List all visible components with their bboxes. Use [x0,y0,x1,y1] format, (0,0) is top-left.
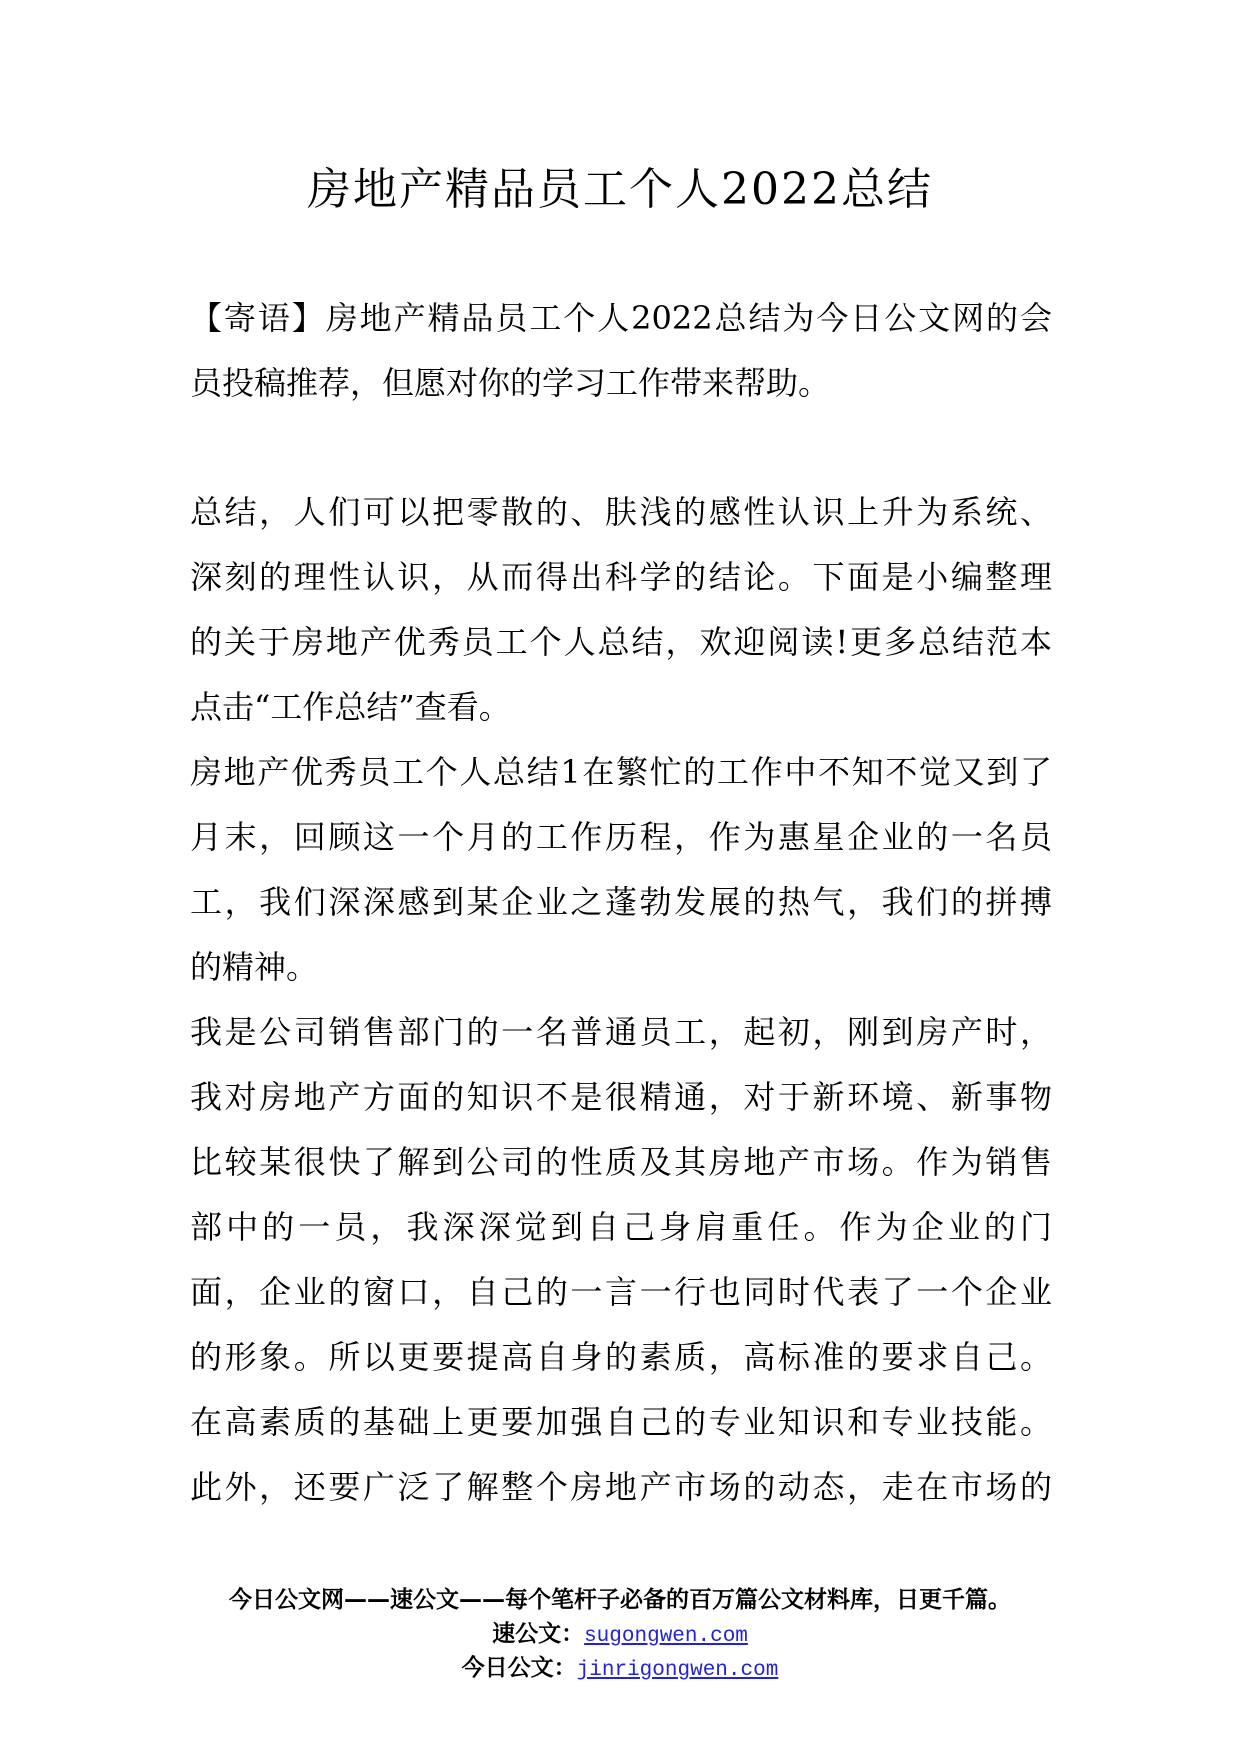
paragraph-line: 【寄语】房地产精品员工个人2022总结为今日公文网的会 [190,299,1052,337]
paragraph-line: 总结，人们可以把零散的、肤浅的感性认识上升为系统、 [190,493,1052,531]
paragraph-line: 我对房地产方面的知识不是很精通，对于新环境、新事物 [190,1078,1052,1116]
footer-link-row [0,1651,1240,1685]
document-title: 房地产精品员工个人2022总结 [307,164,933,215]
document-body [190,286,1052,1520]
page-footer [0,1583,1240,1685]
paragraph-line: 的精神。 [190,948,319,986]
paragraph-introduction [190,480,1052,740]
paragraph-line: 深刻的理性认识，从而得出科学的结论。下面是小编整理 [190,558,1052,596]
paragraph-line: 房地产优秀员工个人总结1在繁忙的工作中不知不觉又到了 [190,753,1052,791]
sugongwen-link[interactable]: sugongwen.com [584,1625,748,1648]
paragraph-sales-role [190,1000,1052,1520]
paragraph-foreword [190,286,1052,416]
paragraph-line: 面，企业的窗口，自己的一言一行也同时代表了一个企业 [190,1273,1052,1311]
footer-link-row [0,1617,1240,1651]
paragraph-line: 在高素质的基础上更要加强自己的专业知识和专业技能。 [190,1403,1052,1441]
paragraph-line: 的关于房地产优秀员工个人总结，欢迎阅读!更多总结范本 [190,623,1052,661]
footer-link-label: 今日公文： [461,1655,577,1681]
paragraph-line: 工，我们深深感到某企业之蓬勃发展的热气，我们的拼搏 [190,883,1052,921]
paragraph-line: 月末，回顾这一个月的工作历程，作为惠星企业的一名员 [190,818,1052,856]
paragraph-line: 比较某很快了解到公司的性质及其房地产市场。作为销售 [190,1143,1052,1181]
paragraph-line: 部中的一员，我深深觉到自己身肩重任。作为企业的门 [190,1208,1052,1246]
paragraph-summary-1 [190,740,1052,1000]
paragraph-line: 此外，还要广泛了解整个房地产市场的动态，走在市场的 [190,1468,1052,1506]
footer-tagline: 今日公文网——速公文——每个笔杆子必备的百万篇公文材料库，日更千篇。 [229,1587,1011,1613]
paragraph-line: 我是公司销售部门的一名普通员工，起初，刚到房产时， [190,1013,1052,1051]
paragraph-line: 点击“工作总结”查看。 [190,688,511,726]
jinrigongwen-link[interactable]: jinrigongwen.com [576,1659,779,1682]
paragraph-line: 员投稿推荐，但愿对你的学习工作带来帮助。 [190,364,831,402]
paragraph-line: 的形象。所以更要提高自身的素质，高标准的要求自己。 [190,1338,1052,1376]
footer-link-label: 速公文： [492,1621,585,1647]
